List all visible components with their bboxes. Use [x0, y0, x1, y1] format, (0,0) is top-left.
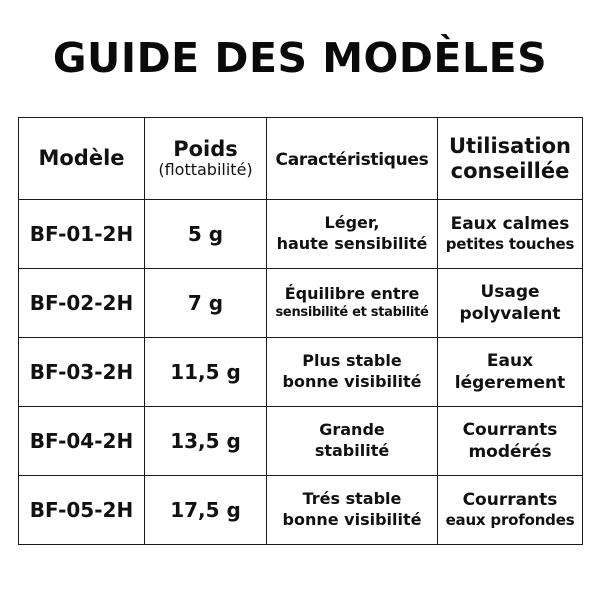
header-weight-label: Poids [173, 137, 238, 162]
usage-line2: modérés [468, 442, 552, 462]
characteristics-line1: Léger, [324, 213, 380, 233]
header-model-label: Modèle [38, 146, 125, 171]
usage-line2: polyvalent [459, 304, 561, 324]
table-row [19, 338, 583, 407]
characteristics-line2: bonne visibilité [282, 372, 422, 391]
usage-line1: Usage [480, 281, 540, 302]
header-model [19, 118, 145, 200]
model-cell: BF-04-2H [19, 407, 145, 476]
weight-cell: 7 g [145, 269, 267, 338]
usage-line2: petites touches [445, 235, 575, 254]
characteristics-cell [267, 269, 438, 338]
model-cell: BF-03-2H [19, 338, 145, 407]
characteristics-line2: haute sensibilité [276, 234, 428, 253]
characteristics-cell [267, 338, 438, 407]
model-cell: BF-01-2H [19, 200, 145, 269]
header-characteristics-label: Caractéristiques [275, 150, 429, 171]
characteristics-line2: bonne visibilité [282, 510, 422, 529]
usage-cell [438, 200, 583, 269]
characteristics-line1: Plus stable [302, 351, 402, 371]
model-cell: BF-05-2H [19, 476, 145, 545]
weight-cell: 13,5 g [145, 407, 267, 476]
table-row [19, 407, 583, 476]
header-usage-line1: Utilisation [449, 134, 571, 159]
page-title: GUIDE DES MODÈLES [52, 34, 548, 82]
characteristics-cell [267, 200, 438, 269]
weight-cell: 11,5 g [145, 338, 267, 407]
characteristics-line2: stabilité [314, 441, 390, 460]
usage-line1: Eaux [486, 350, 534, 371]
usage-cell [438, 476, 583, 545]
usage-line1: Courrants [462, 419, 558, 440]
usage-line1: Eaux calmes [450, 214, 570, 235]
usage-cell [438, 338, 583, 407]
usage-cell [438, 407, 583, 476]
characteristics-line1: Équilibre entre [284, 284, 420, 304]
weight-cell: 5 g [145, 200, 267, 269]
table-row [19, 200, 583, 269]
characteristics-line2: sensibilité et stabilité [275, 304, 429, 320]
usage-line2: eaux profondes [445, 511, 575, 530]
usage-line2: légerement [454, 373, 566, 393]
characteristics-cell [267, 407, 438, 476]
usage-cell [438, 269, 583, 338]
header-usage-line2: conseillée [450, 158, 570, 183]
characteristics-line1: Trés stable [302, 489, 402, 509]
table-row [19, 476, 583, 545]
weight-cell: 17,5 g [145, 476, 267, 545]
header-weight [145, 118, 267, 200]
model-cell: BF-02-2H [19, 269, 145, 338]
header-usage [438, 118, 583, 200]
characteristics-line1: Grande [319, 420, 385, 440]
header-characteristics [267, 118, 438, 200]
header-weight-sublabel: (flottabilité) [158, 160, 253, 180]
table-header-row [19, 118, 583, 200]
model-guide-table [18, 117, 583, 545]
table-row [19, 269, 583, 338]
usage-line1: Courrants [462, 490, 558, 511]
characteristics-cell [267, 476, 438, 545]
